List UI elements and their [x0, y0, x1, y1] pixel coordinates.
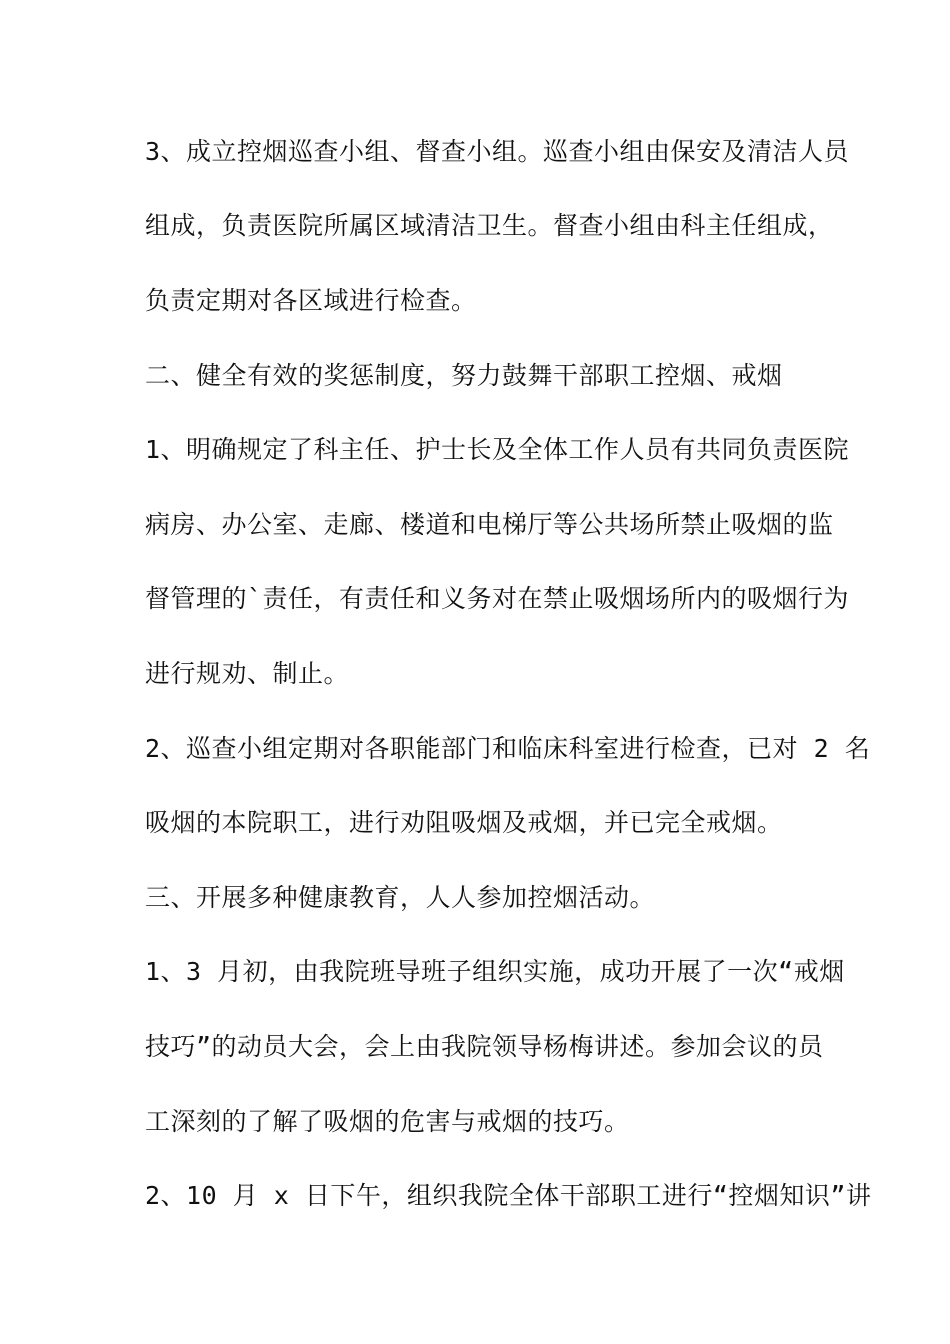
paragraph-line: 督管理的`责任，有责任和义务对在禁止吸烟场所内的吸烟行为	[145, 584, 850, 613]
paragraph-line: 3、成立控烟巡查小组、督查小组。巡查小组由保安及清洁人员	[145, 137, 850, 166]
paragraph-line: 吸烟的本院职工，进行劝阻吸烟及戒烟，并已完全戒烟。	[145, 808, 783, 837]
paragraph-line: 1、3 月初，由我院班导班子组织实施，成功开展了一次“戒烟	[145, 957, 845, 986]
paragraph-line: 组成，负责医院所属区域清洁卫生。督查小组由科主任组成，	[145, 211, 834, 240]
paragraph-line: 1、明确规定了科主任、护士长及全体工作人员有共同负责医院	[145, 435, 850, 464]
paragraph-line: 进行规劝、制止。	[145, 659, 350, 688]
paragraph-line: 2、10 月 x 日下午，组织我院全体干部职工进行“控烟知识”讲	[145, 1181, 872, 1210]
paragraph-line: 负责定期对各区域进行检查。	[145, 286, 477, 315]
paragraph-line: 病房、办公室、走廊、楼道和电梯厅等公共场所禁止吸烟的监	[145, 510, 834, 539]
paragraph-line: 工深刻的了解了吸烟的危害与戒烟的技巧。	[145, 1107, 630, 1136]
section-heading: 三、开展多种健康教育，人人参加控烟活动。	[145, 883, 656, 912]
paragraph-line: 2、巡查小组定期对各职能部门和临床科室进行检查，已对 2 名	[145, 734, 871, 763]
paragraph-line: 技巧”的动员大会，会上由我院领导杨梅讲述。参加会议的员	[145, 1032, 824, 1061]
section-heading: 二、健全有效的奖惩制度，努力鼓舞干部职工控烟、戒烟	[145, 361, 783, 390]
